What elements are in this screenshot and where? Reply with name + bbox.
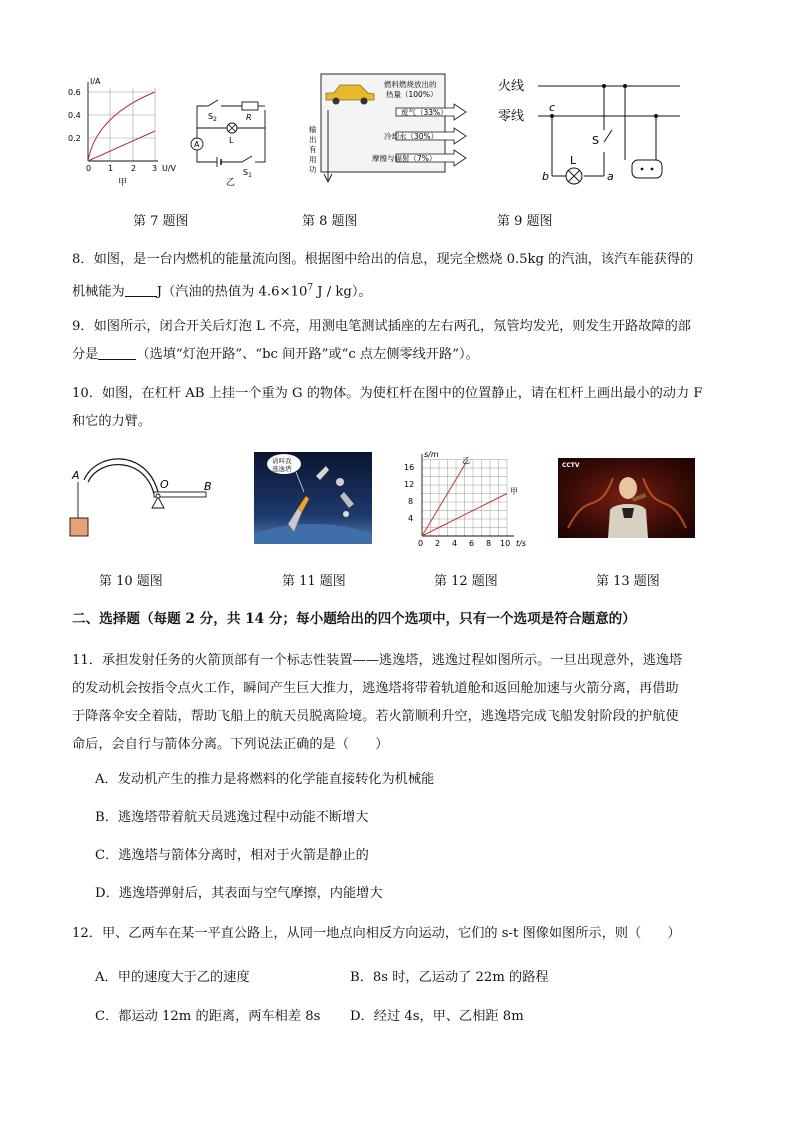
fig12-ytick: 8 <box>408 497 414 506</box>
section-2-heading: 二、选择题（每题 2 分，共 14 分；每小题给出的四个选项中，只有一个选项是符合题意的） <box>72 611 636 627</box>
question-8-line: 机械能为 J（汽油的热值为 $4.6\times 10^7$ J / kg）。 <box>72 283 372 300</box>
caption-q10: 第 10 题图 <box>99 574 163 589</box>
fig12-ytick: 12 <box>404 480 415 489</box>
question-11-line: 命后，会自行与箭体分离。下列说法正确的是（ ） <box>72 737 389 752</box>
fig12-xtick: 10 <box>500 539 511 548</box>
question-9 <box>72 313 724 369</box>
fig12-series-yi-label: 乙 <box>462 456 470 465</box>
caption-q7: 第 7 题图 <box>133 214 189 229</box>
question-10-line: 10．如图，在杠杆 AB 上挂一个重为 G 的物体。为使杠杆在图中的位置静止，请在杠杆上画出最小的动力 F <box>72 386 703 401</box>
fig12-xtick: 8 <box>486 539 492 548</box>
fig7-xlabel: U/V <box>162 164 177 173</box>
question-10 <box>72 380 724 436</box>
fig7-xtick: 3 <box>152 164 158 173</box>
fig7-ammeter-label: A <box>194 140 200 149</box>
fig8-output-label: 功 <box>309 165 317 174</box>
question-9-line: 分是 （选填“灯泡开路”、“bc 间开路”或“c 点左侧零线开路”）。 <box>72 347 479 362</box>
question-11-line: 于降落伞安全着陆，帮助飞船上的航天员脱离险境。若火箭顺利升空，逃逸塔完成飞船发射阶段的护航使 <box>72 709 679 724</box>
question-10-line: 和它的力臂。 <box>72 414 152 429</box>
fig11-bubble-text: 请叫我 <box>272 457 292 465</box>
fig9-l-label: L <box>570 154 577 167</box>
fig12-xlabel: t/s <box>516 539 526 548</box>
q11-option-d[interactable]: D．逃逸塔弹射后，其表面与空气摩擦，内能增大 <box>95 886 383 901</box>
caption-q11: 第 11 题图 <box>282 574 346 589</box>
fig8-heat-label-2: 热量（100%） <box>386 90 438 99</box>
fig8-energy-flow <box>306 70 476 190</box>
fig8-friction: 摩擦与辐射（7%） <box>372 154 437 163</box>
q11-option-a[interactable]: A．发动机产生的推力是将燃料的化学能直接转化为机械能 <box>95 772 435 787</box>
caption-q9: 第 9 题图 <box>497 214 553 229</box>
question-12-stem: 12．甲、乙两车在某一平直公路上，从同一地点向相反方向运动，它们的 s-t 图像如图所示，则（ ） <box>72 926 681 941</box>
question-8 <box>72 246 724 306</box>
question-9-line: 9．如图所示，闭合开关后灯泡 L 不亮，用测电笔测试插座的左右两孔，氖管均发光，则发生开路故障的部 <box>72 319 691 334</box>
fig8-output-label: 输 <box>309 125 317 134</box>
fig7-sub-a: 甲 <box>118 178 128 188</box>
fig7-xtick: 0 <box>86 164 92 173</box>
fig10-b-label: B <box>204 480 212 493</box>
fig7-ytick: 0.4 <box>68 111 81 120</box>
fig9-s-label: S <box>592 134 599 147</box>
fig9-c-label: c <box>549 101 556 114</box>
question-8-line: 8．如图，是一台内燃机的能量流向图。根据图中给出的信息，现完全燃烧 0.5kg 的汽油，该汽车能获得的 <box>72 252 694 267</box>
fig12-xtick: 0 <box>418 539 424 548</box>
question-11-line: 11．承担发射任务的火箭顶部有一个标志性装置——逃逸塔，逃逸过程如图所示。一旦出现意外，逃逸塔 <box>72 653 683 668</box>
fig7-s2-label: $S_2$ <box>208 112 217 123</box>
fig12-series-jia-label: 甲 <box>510 487 518 496</box>
fig7-sub-b: 乙 <box>226 178 236 188</box>
fig12-xtick: 4 <box>452 539 458 548</box>
fig9-house-circuit <box>494 72 694 192</box>
fig8-output-label: 用 <box>309 155 317 164</box>
fig9-neutral-label: 零线 <box>498 109 525 124</box>
fig8-heat-label: 燃料燃烧放出的 <box>384 80 437 89</box>
fig12-s-t-chart <box>400 448 530 552</box>
fig12-ytick: 4 <box>408 514 414 523</box>
q12-option-d[interactable]: D．经过 4s，甲、乙相距 8m <box>350 1009 524 1024</box>
caption-q13: 第 13 题图 <box>596 574 660 589</box>
fig8-output-label: 有 <box>309 145 317 154</box>
fig7-l-label: L <box>229 136 234 145</box>
fig12-ytick: 16 <box>404 463 415 472</box>
fig12-xtick: 6 <box>469 539 475 548</box>
fig10-o-label: O <box>160 478 169 491</box>
fig13-tv-photo <box>558 458 695 538</box>
fig9-live-label: 火线 <box>498 79 525 94</box>
q11-option-c[interactable]: C．逃逸塔与箭体分离时，相对于火箭是静止的 <box>95 848 369 863</box>
fig8-exhaust: 废气（33%） <box>401 108 448 117</box>
q12-option-a[interactable]: A．甲的速度大于乙的速度 <box>95 970 250 985</box>
answer-blank[interactable] <box>98 345 136 360</box>
fig7-ylabel: I/A <box>90 77 101 86</box>
fig7-graph-and-circuit <box>66 76 276 191</box>
answer-blank[interactable] <box>125 282 157 297</box>
fig12-xtick: 2 <box>435 539 441 548</box>
question-11 <box>72 647 724 759</box>
q12-option-c[interactable]: C．都运动 12m 的距离，两车相差 8s <box>95 1009 321 1024</box>
fig8-coolant: 冷却水（30%） <box>384 132 439 141</box>
fig10-a-label: A <box>72 469 80 482</box>
fig7-xtick: 1 <box>108 164 114 173</box>
fig9-a-label: a <box>607 170 614 183</box>
fig11-escape-tower-photo <box>254 452 372 544</box>
question-11-line: 的发动机会按指令点火工作，瞬间产生巨大推力，逃逸塔将带着轨道舱和返回舱加速与火箭分离，再借助 <box>72 681 679 696</box>
fig7-ytick: 0.2 <box>68 134 81 143</box>
fig7-ytick: 0.6 <box>68 88 81 97</box>
tv-logo-icon: CCTV <box>562 462 580 469</box>
caption-q12: 第 12 题图 <box>434 574 498 589</box>
fig9-b-label: b <box>542 170 549 183</box>
fig11-bubble-text: 逃逸塔 <box>272 465 292 473</box>
fig8-output-label: 出 <box>309 135 317 144</box>
fig12-ylabel: s/m <box>424 450 439 459</box>
q12-option-b[interactable]: B．8s 时，乙运动了 22m 的路程 <box>350 970 549 985</box>
caption-q8: 第 8 题图 <box>302 214 358 229</box>
q11-option-b[interactable]: B．逃逸塔带着航天员逃逸过程中动能不断增大 <box>95 810 369 825</box>
fig7-r-label: R <box>246 113 252 122</box>
fig10-lever <box>66 452 226 542</box>
fig7-s1-label: $S_1$ <box>243 168 252 179</box>
fig7-xtick: 2 <box>131 164 137 173</box>
